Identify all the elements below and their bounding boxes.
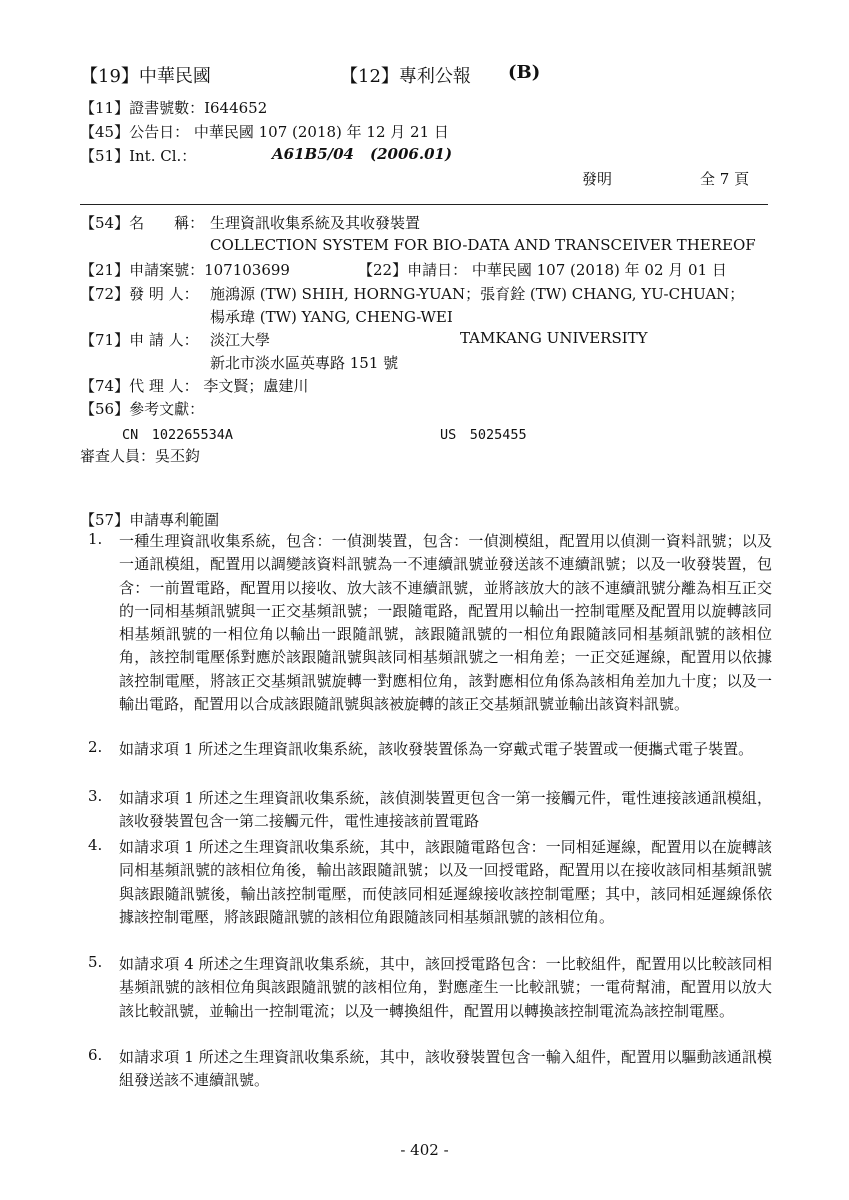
- claim-number: 4.: [88, 836, 103, 854]
- claims-heading: 【57】申請專利範圍: [80, 511, 220, 529]
- title-en: COLLECTION SYSTEM FOR BIO-DATA AND TRANSCEIVER THEREOF: [210, 236, 756, 254]
- claim-text: 如請求項 1 所述之生理資訊收集系統，其中，該跟隨電路包含：一同相延遲線，配置用以在旋轉該同相基頻訊號的該相位角後，輸出該跟隨訊號；以及一回授電路，配置用以在接收該同相基頻訊號與該跟隨訊號後，輸出該控制電壓，而使該同相延遲線接收該控制電壓；其中，該同相延遲線係依據該控制電壓，將該跟隨訊號的該相位角跟隨該同相基頻訊號的該相位角。: [119, 838, 772, 926]
- intcl-version: (2006.01): [370, 145, 453, 163]
- applicant-zh: 淡江大學: [210, 331, 271, 349]
- claim-item: [82, 953, 772, 1023]
- claim-text: 如請求項 1 所述之生理資訊收集系統，該收發裝置係為一穿戴式電子裝置或一便攜式電子裝置。: [119, 740, 754, 758]
- title-label: 【54】名 稱：: [80, 214, 205, 232]
- claim-item: [82, 1046, 772, 1093]
- references-label: 【56】參考文獻：: [80, 400, 205, 418]
- claim-item: [82, 836, 772, 929]
- inventors-line-2: 楊承瑋 (TW) YANG, CHENG-WEI: [210, 308, 453, 326]
- inventors-label: 【72】發 明 人：: [80, 285, 199, 303]
- claim-text: 如請求項 1 所述之生理資訊收集系統，其中，該收發裝置包含一輸入組件，配置用以驅動該通訊模組發送該不連續訊號。: [119, 1048, 772, 1090]
- claim-number: 1.: [88, 530, 103, 548]
- claim-item: [82, 530, 772, 716]
- claim-number: 2.: [88, 738, 103, 756]
- claim-item: [82, 787, 772, 834]
- applicant-label: 【71】申 請 人：: [80, 331, 199, 349]
- agent: 【74】代 理 人： 李文賢；盧建川: [80, 377, 309, 395]
- application-number: 【21】申請案號：107103699: [80, 261, 290, 279]
- applicant-en: TAMKANG UNIVERSITY: [460, 329, 648, 347]
- inventors-line-1: 施鴻源 (TW) SHIH, HORNG-YUAN；張育銓 (TW) CHANG, YU-CHUAN；: [210, 285, 745, 303]
- doc-type-label: 【12】專利公報: [340, 66, 471, 87]
- page-count: 全 7 頁: [700, 170, 750, 188]
- kind-code: (B): [508, 62, 541, 83]
- intcl-code: A61B5/04: [272, 145, 354, 163]
- title-zh: 生理資訊收集系統及其收發裝置: [210, 214, 421, 232]
- claim-text: 如請求項 4 所述之生理資訊收集系統，其中，該回授電路包含：一比較組件，配置用以比較該同相基頻訊號的該相位角與該跟隨訊號的該相位角，對應產生一比較訊號；一電荷幫浦，配置用以放大該比較訊號，並輸出一控制電流；以及一轉換組件，配置用以轉換該控制電流為該控制電壓。: [119, 955, 772, 1020]
- cert-number: 【11】證書號數：I644652: [80, 99, 268, 117]
- claim-number: 6.: [88, 1046, 103, 1064]
- claim-number: 5.: [88, 953, 103, 971]
- publication-date: 【45】公告日： 中華民國 107 (2018) 年 12 月 21 日: [80, 123, 449, 141]
- reference-2: US 5025455: [440, 427, 527, 443]
- patent-category: 發明: [582, 170, 613, 188]
- reference-1: CN 102265534A: [122, 427, 234, 443]
- applicant-address: 新北市淡水區英專路 151 號: [210, 354, 399, 372]
- country-label: 【19】中華民國: [80, 66, 211, 87]
- intcl-label: 【51】Int. Cl.：: [80, 147, 197, 165]
- examiner: 審查人員：吳丕鈞: [80, 447, 201, 465]
- claim-number: 3.: [88, 787, 103, 805]
- page-number: - 402 -: [400, 1141, 449, 1159]
- header-divider: [80, 204, 768, 205]
- filing-date: 【22】申請日： 中華民國 107 (2018) 年 02 月 01 日: [358, 261, 727, 279]
- claim-item: [82, 738, 772, 761]
- claim-text: 一種生理資訊收集系統，包含：一偵測裝置，包含：一偵測模組，配置用以偵測一資料訊號；以及一通訊模組，配置用以調變該資料訊號為一不連續訊號並發送該不連續訊號；以及一收發裝置，包含：一前置電路，配置用以接收、放大該不連續訊號，並將該放大的該不連續訊號分離為相互正交的一同相基頻訊號與一正交基頻訊號；一跟隨電路，配置用以輸出一控制電壓及配置用以旋轉該同相基頻訊號的一相位角以輸出一跟隨訊號，該跟隨訊號的一相位角跟隨該同相基頻訊號的該相位角，該控制電壓係對應於該跟隨訊號與該同相基頻訊號之一相角差；一正交延遲線，配置用以依據該控制電壓，將該正交基頻訊號旋轉一對應相位角，該對應相位角係為該相角差加九十度；以及一輸出電路，配置用以合成該跟隨訊號與該被旋轉的該正交基頻訊號並輸出該資料訊號。: [119, 532, 772, 714]
- claim-text: 如請求項 1 所述之生理資訊收集系統，該偵測裝置更包含一第一接觸元件，電性連接該通訊模組，該收發裝置包含一第二接觸元件，電性連接該前置電路: [119, 789, 772, 831]
